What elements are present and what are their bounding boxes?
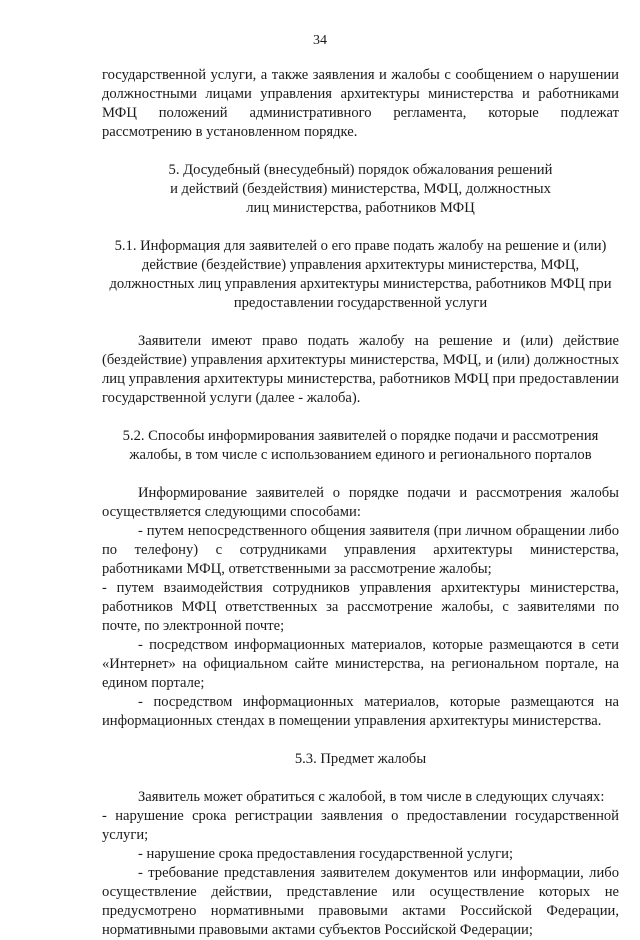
section-5-2-list-item-2: - путем взаимодействия сотрудников управления архитектуры министерства, работников МФЦ ответственных за рассмотрение жалобы, с заявителями по почте, по электронной почте; [102, 580, 619, 634]
section-5-heading-line-1: 5. Досудебный (внесудебный) порядок обжалования решений [168, 162, 553, 178]
document-body [102, 66, 619, 940]
section-5-1-paragraph: Заявители имеют право подать жалобу на решение и (или) действие (бездействие) управления архитектуры министерства, МФЦ, и (или) должностных лиц управления архитектуры министерства, работников МФЦ при предоставлении государственной услуги (далее - жалоба). [102, 333, 619, 406]
section-5-3-heading: 5.3. Предмет жалобы [294, 751, 427, 767]
section-5-3-list-item-3: - требование представления заявителем документов или информации, либо осуществление действии, представление или осуществление которых не предусмотрено нормативными правовыми актами Российской Федерации, нормативными правовыми актами субъектов Российской Федерации; [102, 865, 619, 938]
page-number: 34 [313, 33, 327, 48]
section-5-heading-line-3: лиц министерства, работников МФЦ [246, 200, 475, 216]
section-5-3-list-item-2: - нарушение срока предоставления государственной услуги; [138, 846, 514, 862]
section-5-2-list-item-3: - посредством информационных материалов, которые размещаются в сети «Интернет» на официальном сайте министерства, на региональном портале, на едином портале; [102, 637, 619, 691]
section-5-heading [102, 161, 619, 218]
section-5-heading-line-2: и действий (бездействия) министерства, МФЦ, должностных [170, 181, 551, 197]
section-5-2-list-item-4: - посредством информационных материалов, которые размещаются на информационных стендах в помещении управления архитектуры министерства. [102, 694, 619, 729]
intro-paragraph: государственной услуги, а также заявления и жалобы с сообщением о нарушении должностными лицами управления архитектуры министерства и работниками МФЦ положений административного регламента, которые подлежат рассмотрению в установленном порядке. [102, 67, 619, 140]
section-5-3-list-item-1: - нарушение срока регистрации заявления о предоставлении государственной услуги; [102, 808, 619, 843]
section-5-2-heading: 5.2. Способы информирования заявителей о порядке подачи и рассмотрения жалобы, в том числе с использованием единого и регионального порталов [122, 428, 599, 463]
section-5-3-intro: Заявитель может обратиться с жалобой, в том числе в следующих случаях: [138, 789, 605, 805]
section-5-1-heading: 5.1. Информация для заявителей о его праве подать жалобу на решение и (или) действие (бездействие) управления архитектуры министерства, МФЦ, должностных лиц управления архитектуры министерства, работников МФЦ при предоставлении государственной услуги [109, 238, 612, 311]
section-5-2-intro: Информирование заявителей о порядке подачи и рассмотрения жалобы осуществляется следующими способами: [102, 485, 619, 520]
section-5-2-list-item-1: - путем непосредственного общения заявителя (при личном обращении либо по телефону) с сотрудниками управления архитектуры министерства, работниками МФЦ, ответственными за рассмотрение жалобы; [102, 523, 619, 577]
